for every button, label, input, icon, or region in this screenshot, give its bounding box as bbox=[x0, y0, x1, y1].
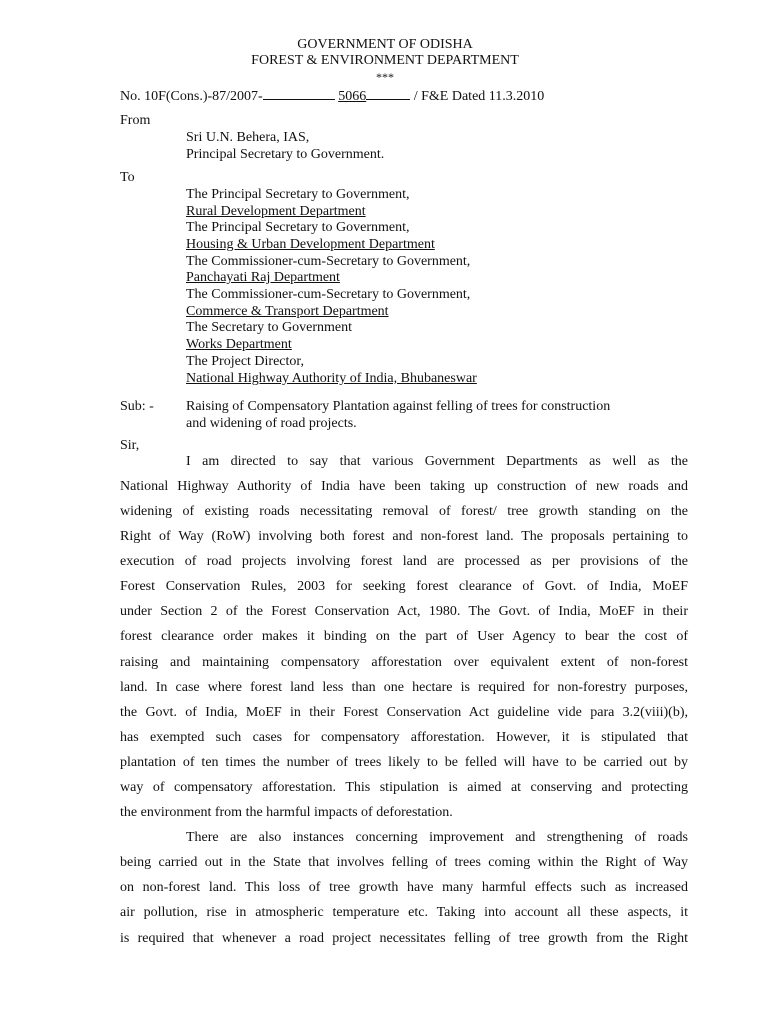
paragraph-1-line: Forest Conservation Rules, 2003 for seeking forest clearance of Govt. of India, MoEF bbox=[120, 579, 688, 594]
department-heading: FOREST & ENVIRONMENT DEPARTMENT bbox=[251, 53, 519, 68]
addressee-department: Rural Development Department bbox=[186, 204, 366, 219]
paragraph-1-line: execution of road projects involving forest land are processed as per provisions of the bbox=[120, 554, 688, 569]
addressee-line: The Secretary to Government bbox=[186, 320, 352, 335]
addressee-department: Housing & Urban Development Department bbox=[186, 237, 435, 252]
paragraph-1-line: way of compensatory afforestation. This stipulation is aimed at conserving and protecting bbox=[120, 780, 688, 795]
from-line: Sri U.N. Behera, IAS, bbox=[186, 130, 310, 145]
paragraph-1-line: raising and maintaining compensatory afforestation over equivalent extent of non-forest bbox=[120, 655, 688, 670]
addressee-department: Works Department bbox=[186, 337, 292, 352]
paragraph-1-line: National Highway Authority of India have been taking up construction of new roads and bbox=[120, 479, 688, 494]
reference-number-blank bbox=[366, 87, 410, 100]
addressee-line: The Principal Secretary to Government, bbox=[186, 220, 410, 235]
paragraph-2-line: There are also instances concerning improvement and strengthening of roads bbox=[186, 830, 688, 845]
paragraph-1-line: I am directed to say that various Government Departments as well as the bbox=[186, 454, 688, 469]
government-heading: GOVERNMENT OF ODISHA bbox=[297, 37, 473, 52]
paragraph-1-line: under Section 2 of the Forest Conservation Act, 1980. The Govt. of India, MoEF in their bbox=[120, 604, 688, 619]
addressee-department: National Highway Authority of India, Bhubaneswar bbox=[186, 371, 477, 386]
addressee-line: The Principal Secretary to Government, bbox=[186, 187, 410, 202]
paragraph-1-line: has exempted such cases for compensatory afforestation. However, it is stipulated that bbox=[120, 730, 688, 745]
paragraph-1-line: forest clearance order makes it binding on the part of User Agency to bear the cost of bbox=[120, 629, 688, 644]
salutation: Sir, bbox=[120, 438, 140, 453]
addressee-department: Panchayati Raj Department bbox=[186, 270, 340, 285]
reference-blank bbox=[263, 87, 335, 100]
paragraph-1-line: land. In case where forest land less than one hectare is required for non-forestry purposes, bbox=[120, 680, 688, 695]
paragraph-2-line: on non-forest land. This loss of tree growth have many harmful effects such as increased bbox=[120, 880, 688, 895]
from-label: From bbox=[120, 113, 151, 128]
paragraph-1-line: Right of Way (RoW) involving both forest and non-forest land. The proposals pertaining to bbox=[120, 529, 688, 544]
header-stars: *** bbox=[376, 70, 394, 84]
subject-label: Sub: - bbox=[120, 399, 154, 414]
paragraph-1-line: the Govt. of India, MoEF in their Forest Conservation Act guideline vide para 3.2(viii)(b), bbox=[120, 705, 688, 720]
addressee-line: The Commissioner-cum-Secretary to Government, bbox=[186, 287, 471, 302]
from-line: Principal Secretary to Government. bbox=[186, 147, 385, 162]
paragraph-1-line: plantation of ten times the number of trees likely to be felled will have to be carried out by bbox=[120, 755, 688, 770]
reference-prefix: No. 10F(Cons.)-87/2007- bbox=[120, 89, 263, 104]
paragraph-2-line: is required that whenever a road project necessitates felling of tree growth from the Right bbox=[120, 931, 688, 946]
to-label: To bbox=[120, 170, 135, 185]
reference-number: 5066 bbox=[338, 89, 367, 104]
subject-line: and widening of road projects. bbox=[186, 416, 357, 431]
addressee-line: The Commissioner-cum-Secretary to Government, bbox=[186, 254, 471, 269]
addressee-line: The Project Director, bbox=[186, 354, 305, 369]
addressee-department: Commerce & Transport Department bbox=[186, 304, 389, 319]
paragraph-1-line: the environment from the harmful impacts of deforestation. bbox=[120, 805, 453, 820]
paragraph-2-line: being carried out in the State that involves felling of trees coming within the Right of Way bbox=[120, 855, 688, 870]
reference-line bbox=[120, 87, 544, 105]
paragraph-1-line: widening of existing roads necessitating removal of forest/ tree growth standing on the bbox=[120, 504, 688, 519]
subject-line: Raising of Compensatory Plantation against felling of trees for construction bbox=[186, 399, 611, 414]
paragraph-2-line: air pollution, rise in atmospheric temperature etc. Taking into account all these aspects, it bbox=[120, 905, 688, 920]
reference-dated: / F&E Dated 11.3.2010 bbox=[413, 89, 545, 104]
